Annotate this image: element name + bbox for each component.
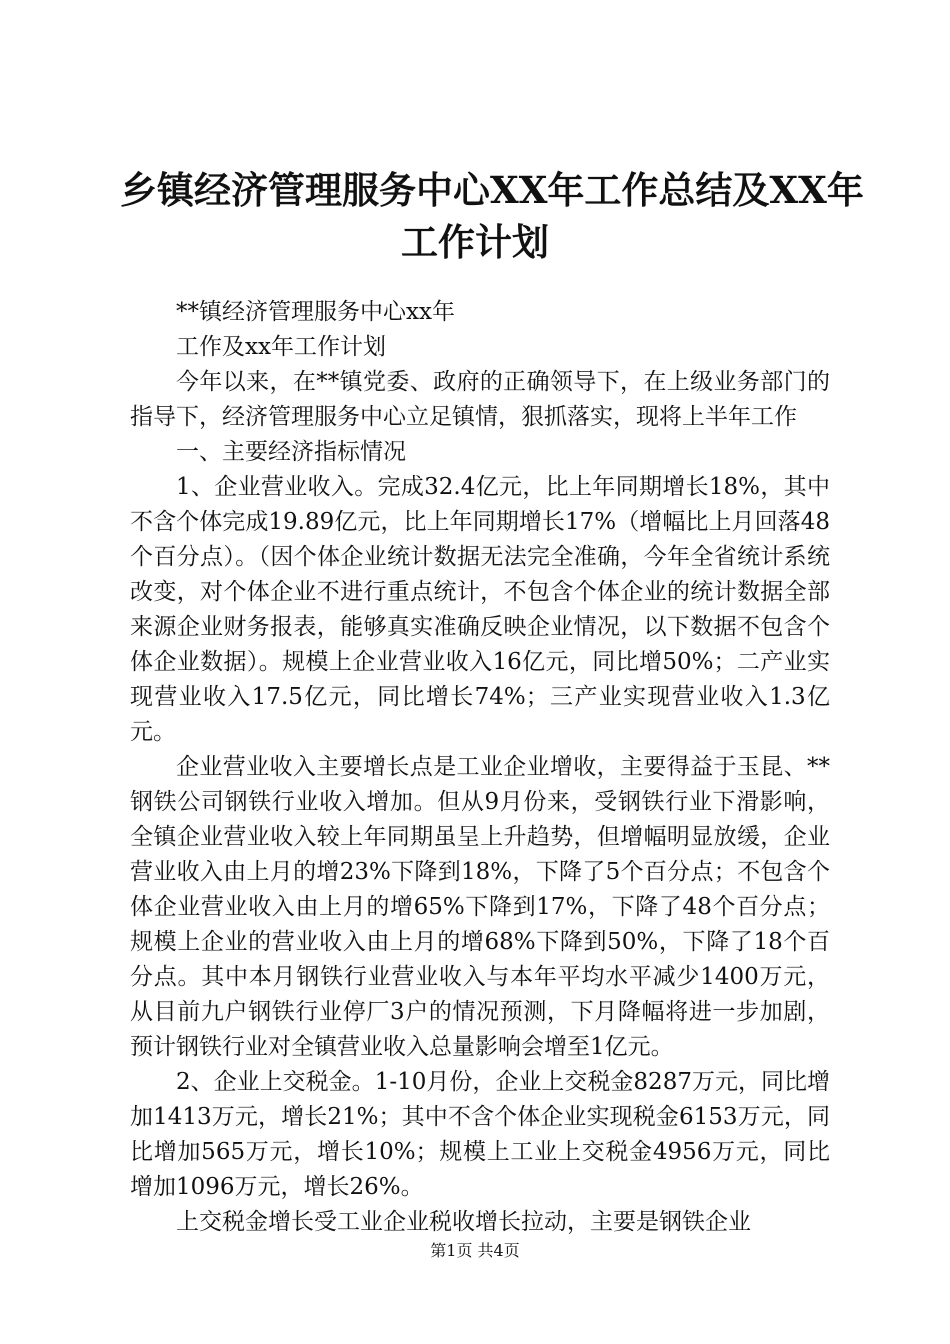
body-paragraph: 2、企业上交税金。1-10月份，企业上交税金8287万元，同比增加1413万元，增长21%；其中不含个体企业实现税金6153万元，同比增加565万元，增长10%；规模上工业上交税金4956万元，同比增加1096万元，增长26%。: [130, 1069, 830, 1200]
body-paragraph: **镇经济管理服务中心xx年: [176, 299, 455, 325]
document-title-line-1: 乡镇经济管理服务中心XX年工作总结及XX年: [120, 168, 864, 212]
document-title-line-2: 工作计划: [401, 220, 549, 264]
body-paragraph: 工作及xx年工作计划: [176, 334, 386, 360]
body-paragraph: 今年以来，在**镇党委、政府的正确领导下，在上级业务部门的指导下，经济管理服务中心立足镇情，狠抓落实，现将上半年工作: [130, 369, 830, 430]
body-paragraph: 上交税金增长受工业企业税收增长拉动，主要是钢铁企业: [176, 1209, 751, 1235]
page-footer: 第1页 共4页: [430, 1241, 520, 1260]
body-paragraph: 1、企业营业收入。完成32.4亿元，比上年同期增长18%，其中不含个体完成19.89亿元，比上年同期增长17%（增幅比上月回落48个百分点）。（因个体企业统计数据无法完全准确，今年全省统计系统改变，对个体企业不进行重点统计，不包含个体企业的统计数据全部来源企业财务报表，能够真实准确反映企业情况，以下数据不包含个体企业数据）。规模上企业营业收入16亿元，同比增50%；二产业实现营业收入17.5亿元，同比增长74%；三产业实现营业收入1.3亿元。: [130, 474, 830, 745]
body-paragraph: 企业营业收入主要增长点是工业企业增收，主要得益于玉昆、**钢铁公司钢铁行业收入增加。但从9月份来，受钢铁行业下滑影响，全镇企业营业收入较上年同期虽呈上升趋势，但增幅明显放缓，企业营业收入由上月的增23%下降到18%，下降了5个百分点；不包含个体企业营业收入由上月的增65%下降到17%，下降了48个百分点；规模上企业的营业收入由上月的增68%下降到50%，下降了18个百分点。其中本月钢铁行业营业收入与本年平均水平减少1400万元，从目前九户钢铁行业停厂3户的情况预测，下月降幅将进一步加剧，预计钢铁行业对全镇营业收入总量影响会增至1亿元。: [130, 754, 830, 1060]
section-heading: 一、主要经济指标情况: [176, 439, 406, 465]
document-body: [130, 295, 830, 1240]
